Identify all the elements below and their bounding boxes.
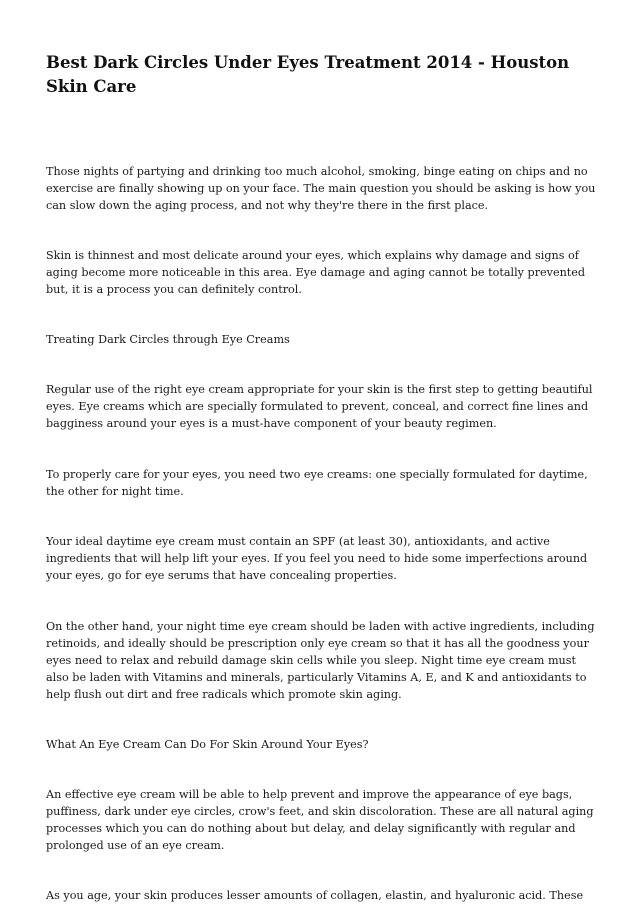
paragraph-4: To properly care for your eyes, you need two eye creams: one specially formulated for daytime, the other for night time.	[46, 468, 588, 498]
document-body	[46, 163, 598, 904]
section-heading-treating: Treating Dark Circles through Eye Creams	[46, 333, 290, 346]
paragraph-3: Regular use of the right eye cream appropriate for your skin is the first step to getting beautiful eyes. Eye creams which are specially formulated to prevent, conceal, and correct fine lines and bagginess around your eyes is a must-have component of your beauty regimen.	[46, 383, 593, 430]
paragraph-8: As you age, your skin produces lesser amounts of collagen, elastin, and hyaluronic acid. These	[46, 889, 584, 902]
document-title: Best Dark Circles Under Eyes Treatment 2014 - Houston Skin Care	[46, 53, 570, 96]
paragraph-6: On the other hand, your night time eye cream should be laden with active ingredients, including retinoids, and ideally should be prescription only eye cream so that it has all the goodness your eyes need to relax and rebuild damage skin cells while you sleep. Night time eye cream must also be laden with Vitamins and minerals, particularly Vitamins A, E, and K and antioxidants to help flush out dirt and free radicals which promote skin aging.	[46, 620, 595, 701]
section-heading-what: What An Eye Cream Can Do For Skin Around Your Eyes?	[46, 738, 369, 751]
paragraph-7: An effective eye cream will be able to help prevent and improve the appearance of eye bags, puffiness, dark under eye circles, crow's feet, and skin discoloration. These are all natural aging processes which you can do nothing about but delay, and delay significantly with regular and prolonged use of an eye cream.	[46, 788, 594, 852]
paragraph-5: Your ideal daytime eye cream must contain an SPF (at least 30), antioxidants, and active ingredients that will help lift your eyes. If you feel you need to hide some imperfections around your eyes, go for eye serums that have concealing properties.	[46, 535, 588, 582]
paragraph-1: Those nights of partying and drinking too much alcohol, smoking, binge eating on chips and no exercise are finally showing up on your face. The main question you should be asking is how you can slow down the aging process, and not why they're there in the first place.	[46, 165, 596, 212]
paragraph-2: Skin is thinnest and most delicate around your eyes, which explains why damage and signs of aging become more noticeable in this area. Eye damage and aging cannot be totally prevented but, it is a process you can definitely control.	[46, 249, 586, 296]
